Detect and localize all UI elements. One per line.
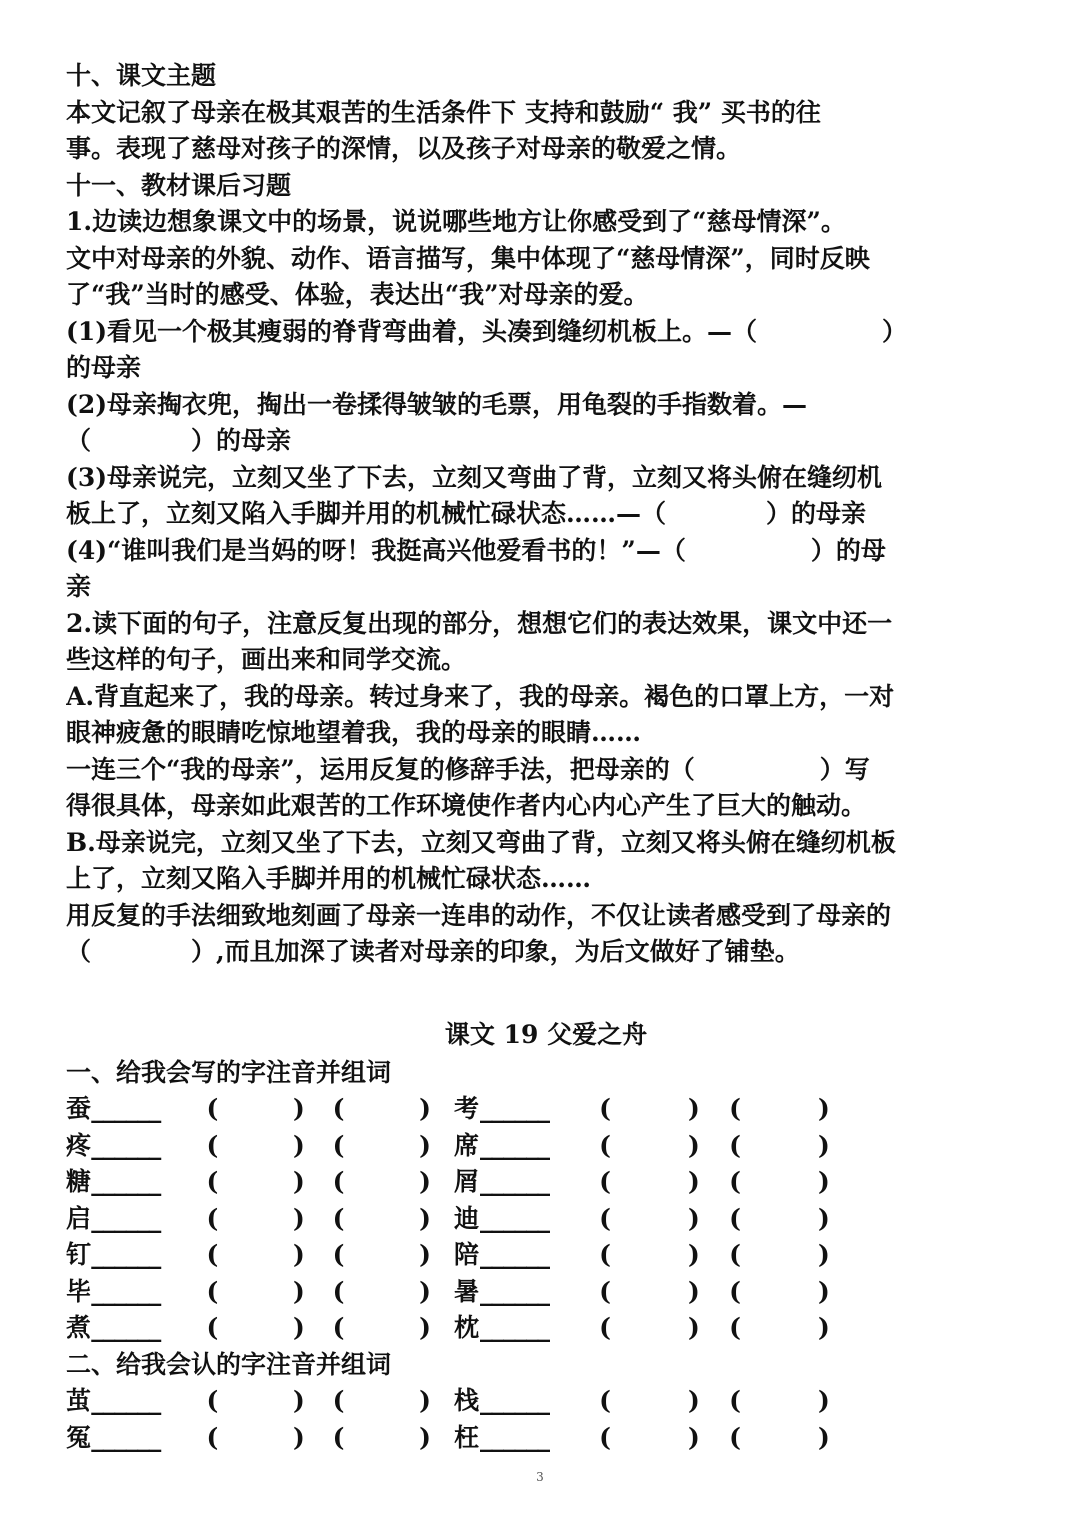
word-blank[interactable] (349, 1164, 419, 1201)
practice-character: 茧 (66, 1386, 92, 1415)
paren-open: ( (332, 1276, 345, 1306)
paren-close: ) (818, 1130, 830, 1160)
practice-character: 蚕 (66, 1094, 92, 1123)
practice-character: 考 (454, 1094, 480, 1123)
paren-close: ) (292, 1240, 305, 1269)
write-characters-table (66, 1091, 1026, 1347)
word-blank[interactable] (349, 1383, 419, 1420)
paren-close: ) (688, 1094, 700, 1123)
paren-close: ) (818, 1203, 830, 1233)
paren-open: ( (332, 1130, 345, 1160)
char-entry (454, 1310, 854, 1347)
section-11-body (66, 204, 1026, 971)
paren-close: ) (818, 1240, 830, 1269)
paren-open: ( (599, 1203, 611, 1233)
char-entry (454, 1091, 854, 1128)
paren-open: ( (729, 1422, 741, 1452)
paren-close: ) (688, 1240, 700, 1269)
paren-open: ( (599, 1276, 611, 1306)
text-line: 事。表现了慈母对孩子的深情，以及孩子对母亲的敬爱之情。 (66, 134, 742, 163)
text-line: （ ）的母亲 (66, 426, 292, 455)
char-entry (454, 1383, 854, 1420)
word-blank[interactable] (223, 1383, 293, 1420)
paren-open: ( (729, 1276, 741, 1306)
table-row (66, 1310, 1026, 1347)
practice-character: 屑 (454, 1167, 480, 1196)
word-blank[interactable] (616, 1383, 688, 1420)
paren-close: ) (419, 1167, 431, 1196)
char-entry (66, 1420, 454, 1457)
word-blank[interactable] (746, 1237, 818, 1274)
paren-open: ( (599, 1094, 611, 1123)
table-row (66, 1383, 1026, 1420)
pinyin-blank[interactable]: ______ (91, 1276, 161, 1306)
word-blank[interactable] (349, 1274, 419, 1311)
section-10-body (66, 95, 1026, 168)
paren-open: ( (599, 1313, 611, 1342)
word-blank[interactable] (746, 1201, 818, 1238)
pinyin-blank[interactable]: ______ (480, 1276, 549, 1306)
word-blank[interactable] (746, 1128, 818, 1165)
paren-close: ) (292, 1130, 305, 1160)
paren-close: ) (419, 1203, 431, 1233)
fill-item-4: (4)“谁叫我们是当妈的呀！我挺高兴他爱看书的！”—（ ）的母 (66, 535, 886, 565)
practice-character: 毕 (66, 1276, 92, 1306)
paren-close: ) (292, 1276, 305, 1306)
char-entry (454, 1128, 854, 1165)
content (66, 58, 1026, 1456)
pinyin-blank[interactable]: ______ (480, 1167, 549, 1196)
pinyin-blank[interactable]: ______ (91, 1422, 161, 1452)
practice-character: 栈 (454, 1386, 480, 1415)
word-blank[interactable] (223, 1201, 293, 1238)
pinyin-blank[interactable]: ______ (480, 1422, 549, 1452)
paren-close: ) (292, 1167, 305, 1196)
paren-close: ) (688, 1167, 700, 1196)
text-line: 亲 (66, 572, 92, 601)
paren-close: ) (292, 1313, 305, 1342)
paren-close: ) (818, 1167, 830, 1196)
paren-open: ( (729, 1313, 741, 1342)
table-row (66, 1274, 1026, 1311)
paren-open: ( (599, 1167, 611, 1196)
paren-close: ) (818, 1386, 830, 1415)
word-blank[interactable] (616, 1237, 688, 1274)
word-blank[interactable] (616, 1164, 688, 1201)
paren-open: ( (599, 1386, 611, 1415)
paren-open: ( (332, 1422, 345, 1452)
word-blank[interactable] (616, 1310, 688, 1347)
char-entry (454, 1274, 854, 1311)
word-blank[interactable] (223, 1128, 293, 1165)
practice-character: 钉 (66, 1240, 92, 1269)
paren-close: ) (419, 1094, 431, 1123)
text-line: 一连三个“我的母亲”，运用反复的修辞手法，把母亲的（ ）写 (66, 754, 870, 784)
pinyin-blank[interactable]: ______ (91, 1094, 161, 1123)
pinyin-blank[interactable]: ______ (480, 1203, 549, 1233)
part-1-heading: 一、给我会写的字注音并组词 (66, 1057, 392, 1087)
question-1: 1.边读边想象课文中的场景，说说哪些地方让你感受到了“慈母情深”。 (66, 207, 846, 236)
word-blank[interactable] (746, 1383, 818, 1420)
paren-close: ) (419, 1386, 431, 1415)
word-blank[interactable] (746, 1164, 818, 1201)
word-blank[interactable] (349, 1420, 419, 1457)
paren-close: ) (419, 1130, 431, 1160)
paren-open: ( (332, 1386, 345, 1415)
paren-open: ( (332, 1240, 345, 1269)
table-row (66, 1091, 1026, 1128)
text-line: 上了，立刻又陷入手脚并用的机械忙碌状态…… (66, 864, 592, 893)
paren-open: ( (332, 1167, 345, 1196)
read-characters-table (66, 1383, 1026, 1456)
paren-open: ( (332, 1094, 345, 1123)
paren-open: ( (206, 1240, 219, 1269)
char-entry (66, 1091, 454, 1128)
practice-character: 暑 (454, 1276, 480, 1306)
text-line: 板上了，立刻又陷入手脚并用的机械忙碌状态……—（ ）的母亲 (66, 499, 867, 528)
char-entry (454, 1201, 854, 1238)
fill-item-1: (1)看见一个极其瘦弱的脊背弯曲着，头凑到缝纫机板上。—（ ） (66, 316, 908, 346)
pinyin-blank[interactable]: ______ (91, 1203, 161, 1233)
table-row (66, 1164, 1026, 1201)
text-line: 本文记叙了母亲在极其艰苦的生活条件下 支持和鼓励“ 我” 买书的往 (66, 97, 821, 127)
word-blank[interactable] (223, 1164, 293, 1201)
word-blank[interactable] (349, 1201, 419, 1238)
paren-open: ( (206, 1167, 219, 1196)
fill-item-2: (2)母亲掏衣兜，掏出一卷揉得皱皱的毛票，用龟裂的手指数着。— (66, 389, 808, 419)
part-2-heading: 二、给我会认的字注音并组词 (66, 1349, 392, 1379)
pinyin-blank[interactable]: ______ (91, 1386, 161, 1415)
word-blank[interactable] (223, 1091, 293, 1128)
char-entry (454, 1164, 854, 1201)
practice-character: 煮 (66, 1313, 92, 1342)
paren-close: ) (818, 1422, 830, 1452)
fill-item-3: (3)母亲说完，立刻又坐了下去，立刻又弯曲了背，立刻又将头俯在缝纫机 (66, 462, 883, 492)
sentence-b: B.母亲说完，立刻又坐了下去，立刻又弯曲了背，立刻又将头俯在缝纫机板 (66, 827, 896, 857)
paren-open: ( (729, 1386, 741, 1415)
pinyin-blank[interactable]: ______ (91, 1167, 161, 1196)
char-entry (454, 1237, 854, 1274)
practice-character: 疼 (66, 1130, 92, 1160)
pinyin-blank[interactable]: ______ (480, 1130, 549, 1160)
char-entry (454, 1420, 854, 1457)
word-blank[interactable] (746, 1091, 818, 1128)
paren-close: ) (292, 1386, 305, 1415)
word-blank[interactable] (349, 1310, 419, 1347)
text-line: 了“我”当时的感受、体验，表达出“我”对母亲的爱。 (66, 280, 649, 309)
paren-close: ) (688, 1422, 700, 1452)
pinyin-blank[interactable]: ______ (480, 1240, 549, 1269)
paren-open: ( (599, 1130, 611, 1160)
practice-character: 枕 (454, 1313, 480, 1342)
text-line: 用反复的手法细致地刻画了母亲一连串的动作，不仅让读者感受到了母亲的 (66, 900, 892, 930)
paren-close: ) (688, 1276, 700, 1306)
word-blank[interactable] (223, 1420, 293, 1457)
text-line: 文中对母亲的外貌、动作、语言描写，集中体现了“慈母情深”，同时反映 (66, 243, 870, 273)
word-blank[interactable] (616, 1091, 688, 1128)
paren-open: ( (206, 1094, 219, 1123)
paren-close: ) (818, 1276, 830, 1306)
paren-open: ( (729, 1167, 741, 1196)
char-entry (66, 1237, 454, 1274)
paren-open: ( (206, 1386, 219, 1415)
paren-open: ( (729, 1094, 741, 1123)
paren-close: ) (419, 1313, 431, 1342)
text-line: 些这样的句子，画出来和同学交流。 (66, 645, 467, 674)
word-blank[interactable] (349, 1091, 419, 1128)
pinyin-blank[interactable]: ______ (91, 1313, 161, 1342)
paren-close: ) (419, 1276, 431, 1306)
word-blank[interactable] (616, 1128, 688, 1165)
char-entry (66, 1310, 454, 1347)
practice-character: 枉 (454, 1422, 480, 1452)
pinyin-blank[interactable]: ______ (480, 1313, 549, 1342)
text-line: 得很具体，母亲如此艰苦的工作环境使作者内心内心产生了巨大的触动。 (66, 791, 867, 820)
paren-open: ( (206, 1422, 219, 1452)
pinyin-blank[interactable]: ______ (91, 1240, 161, 1269)
question-2: 2.读下面的句子，注意反复出现的部分，想想它们的表达效果，课文中还一 (66, 608, 893, 638)
paren-close: ) (419, 1240, 431, 1269)
word-blank[interactable] (349, 1128, 419, 1165)
spacer (66, 971, 1026, 1015)
paren-close: ) (292, 1203, 305, 1233)
paren-close: ) (818, 1094, 830, 1123)
paren-open: ( (206, 1313, 219, 1342)
paren-open: ( (729, 1203, 741, 1233)
word-blank[interactable] (616, 1274, 688, 1311)
text-line: 眼神疲惫的眼睛吃惊地望着我，我的母亲的眼睛…… (66, 718, 642, 747)
paren-open: ( (729, 1130, 741, 1160)
char-entry (66, 1128, 454, 1165)
practice-character: 启 (66, 1203, 92, 1233)
char-entry (66, 1164, 454, 1201)
table-row (66, 1420, 1026, 1457)
paren-close: ) (688, 1313, 700, 1342)
lesson-19-title: 课文 19 父爱之舟 (444, 1019, 648, 1049)
practice-character: 陪 (454, 1240, 480, 1269)
paren-open: ( (332, 1203, 345, 1233)
pinyin-blank[interactable]: ______ (480, 1386, 549, 1415)
word-blank[interactable] (746, 1420, 818, 1457)
paren-close: ) (818, 1313, 830, 1342)
char-entry (66, 1383, 454, 1420)
pinyin-blank[interactable]: ______ (480, 1094, 549, 1123)
paren-open: ( (206, 1203, 219, 1233)
word-blank[interactable] (349, 1237, 419, 1274)
paren-open: ( (332, 1313, 345, 1342)
word-blank[interactable] (746, 1274, 818, 1311)
char-entry (66, 1274, 454, 1311)
text-line: 的母亲 (66, 353, 142, 382)
paren-close: ) (688, 1386, 700, 1415)
practice-character: 糖 (66, 1167, 92, 1196)
word-blank[interactable] (223, 1274, 293, 1311)
word-blank[interactable] (616, 1420, 688, 1457)
page-number: 3 (536, 1470, 544, 1484)
practice-character: 冤 (66, 1422, 92, 1452)
paren-close: ) (292, 1094, 305, 1123)
section-11-heading: 十一、教材课后习题 (66, 170, 292, 200)
paren-open: ( (599, 1240, 611, 1269)
paren-close: ) (688, 1203, 700, 1233)
paren-close: ) (688, 1130, 700, 1160)
paren-open: ( (206, 1276, 219, 1306)
table-row (66, 1201, 1026, 1238)
practice-character: 迪 (454, 1203, 480, 1233)
word-blank[interactable] (223, 1237, 293, 1274)
pinyin-blank[interactable]: ______ (91, 1130, 161, 1160)
paren-close: ) (419, 1422, 431, 1452)
table-row (66, 1128, 1026, 1165)
char-entry (66, 1201, 454, 1238)
word-blank[interactable] (616, 1201, 688, 1238)
paren-open: ( (599, 1422, 611, 1452)
paren-open: ( (206, 1130, 219, 1160)
paren-open: ( (729, 1240, 741, 1269)
sentence-a: A.背直起来了，我的母亲。转过身来了，我的母亲。褐色的口罩上方，一对 (66, 681, 895, 711)
text-line: （ ）,而且加深了读者对母亲的印象，为后文做好了铺垫。 (66, 937, 800, 966)
paren-close: ) (292, 1422, 305, 1452)
practice-character: 席 (454, 1130, 480, 1160)
table-row (66, 1237, 1026, 1274)
word-blank[interactable] (746, 1310, 818, 1347)
section-10-heading: 十、课文主题 (66, 61, 217, 90)
word-blank[interactable] (223, 1310, 293, 1347)
